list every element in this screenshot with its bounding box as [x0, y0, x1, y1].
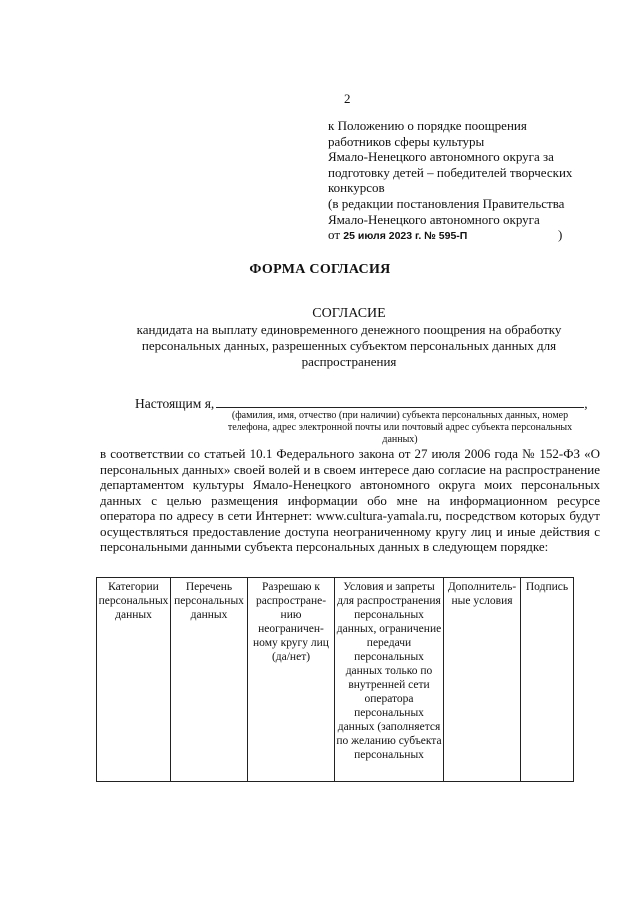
table-header-cell: Дополнитель-ные условия [444, 578, 521, 782]
form-title: ФОРМА СОГЛАСИЯ [249, 262, 391, 277]
annex-reference [328, 118, 618, 245]
name-blank-line [216, 396, 584, 408]
table-header-row [97, 578, 574, 782]
table-header-cell: Подпись [521, 578, 574, 782]
consent-title: СОГЛАСИЕ [312, 306, 386, 321]
from-prefix: от [328, 227, 341, 243]
intro-label: Настоящим я, [135, 396, 215, 411]
field-hint: (фамилия, имя, отчество (при наличии) субъекта персональных данных, номер телефона, адрес электронной почты или почтовый адрес субъекта персональных данных) [227, 410, 573, 445]
annex-line: к Положению о порядке поощрения [328, 118, 527, 133]
annex-decree-date [328, 227, 618, 245]
annex-line: конкурсов [328, 180, 385, 196]
closing-paren: ) [558, 227, 563, 243]
table-header-cell: Условия и запреты для распространения персональных данных, ограничение передачи персональных данных только по внутренней сети оператора персональных данных (заполняется по желанию субъекта персональных [335, 578, 444, 782]
annex-line: работников сферы культуры [328, 133, 485, 149]
table-header-cell: Разрешаю к распростране-нию неограничен-ному кругу лиц (да/нет) [248, 578, 335, 782]
annex-line: Ямало-Ненецкого автономного округа [328, 211, 540, 227]
table-header-cell: Перечень персональных данных [171, 578, 248, 782]
table-header-cell: Категории персональных данных [97, 578, 171, 782]
consent-body [100, 446, 600, 555]
consent-subtitle: кандидата на выплату единовременного денежного поощрения на обработку персональных данных, разрешенных субъектом персональных данных для распространения [136, 322, 562, 369]
page-number: 2 [344, 91, 351, 106]
annex-line: Ямало-Ненецкого автономного округа за [328, 149, 554, 165]
decree-date-stamp: 25 июля 2023 г. № 595-П [343, 230, 468, 243]
consent-table [96, 577, 574, 782]
intro-end: , [584, 396, 588, 411]
consent-body-text: в соответствии со статьей 10.1 Федерального закона от 27 июля 2006 года № 152-ФЗ «О персональных данных» своей волей и в своем интересе даю согласие на распространение департаментом культуры Ямало-Ненецкого автономного округа моих персональных данных с целью размещения информации обо мне на информационном ресурсе оператора по адресу в сети Интернет: www.cultura-yamala.ru, посредством которых будут осуществляться предоставление доступа неограниченному кругу лиц и иные действия с персональными данными субъекта персональных данных в следующем порядке: [100, 446, 600, 554]
annex-line: (в редакции постановления Правительства [328, 195, 565, 211]
annex-line: подготовку детей – победителей творческих [328, 164, 573, 180]
